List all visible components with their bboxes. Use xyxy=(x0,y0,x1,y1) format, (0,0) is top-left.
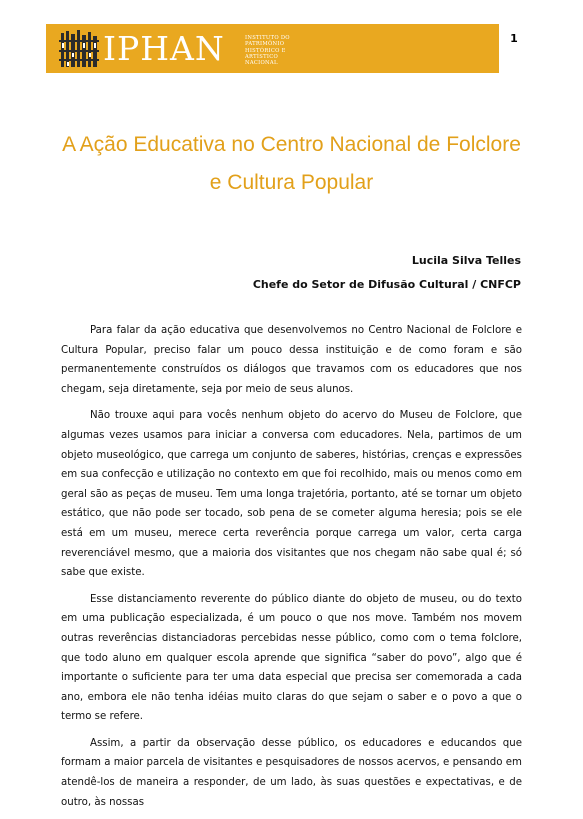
paragraph: Não trouxe aqui para vocês nenhum objeto do acervo do Museu de Folclore, que algumas vezes usamos para iniciar a conversa com educadores. Nela, partimos de um objeto museológico, que carrega um conjunto de saberes, histórias, crenças e expressões em sua confecção e utilização no contexto em que foi recolhido, mais ou menos como em geral são as peças de museu. Tem uma longa trajetória, portanto, até se tornar um objeto estático, que não pode ser tocado, sob pena de se cometer alguma heresia; pois se ele está em um museu, merece certa reverência porque carrega um valor, certa carga reverenciável mesmo, que a maioria dos visitantes que nos chegam não sabe qual é; só sabe que existe. xyxy=(61,410,522,579)
paragraph: Para falar da ação educativa que desenvolvemos no Centro Nacional de Folclore e Cultura Popular, preciso falar um pouco dessa instituição e de como foram e são permanentemente construídos os diálogos que travamos com os educadores que nos chegam, seja diretamente, seja por meio de seus alunos. xyxy=(61,325,522,395)
body-text xyxy=(61,321,522,819)
title-line-2: e Cultura Popular xyxy=(209,171,374,194)
paragraph: Assim, a partir da observação desse público, os educadores e educandos que formam a maior parcela de visitantes e pesquisadores de nossos acervos, e pensando em atendê-los de maneira a responder, de um lado, às suas questões e expectativas, e de outro, às nossas xyxy=(61,737,522,808)
author-block xyxy=(253,249,521,297)
page-number: 1 xyxy=(510,32,518,45)
iphan-building-icon xyxy=(58,28,102,70)
document-title xyxy=(40,126,543,202)
paragraph: Esse distanciamento reverente do público diante do objeto de museu, ou do texto em uma publicação especializada, é um pouco o que nos move. Também nos movem outras reverências distanciadoras percebidas nesse público, como com o tema folclore, que todo aluno em qualquer escola aprende que significa “saber do povo”, algo que é importante o suficiente para ter uma data especial que precisa ser comemorada a cada ano, embora ele não tenha idéias muito claras do que sejam o saber e o povo a que o termo se refere. xyxy=(61,593,522,723)
author-role: Chefe do Setor de Difusão Cultural / CNFCP xyxy=(252,278,521,291)
title-line-1: A Ação Educativa no Centro Nacional de Folclore xyxy=(62,133,521,156)
logo-subtitle: INSTITUTO DO PATRIMÔNIO HISTÓRICO E ARTÍSTICO NACIONAL xyxy=(245,35,290,67)
logo-wordmark: IPHAN xyxy=(103,29,225,68)
author-name: Lucila Silva Telles xyxy=(411,254,521,267)
